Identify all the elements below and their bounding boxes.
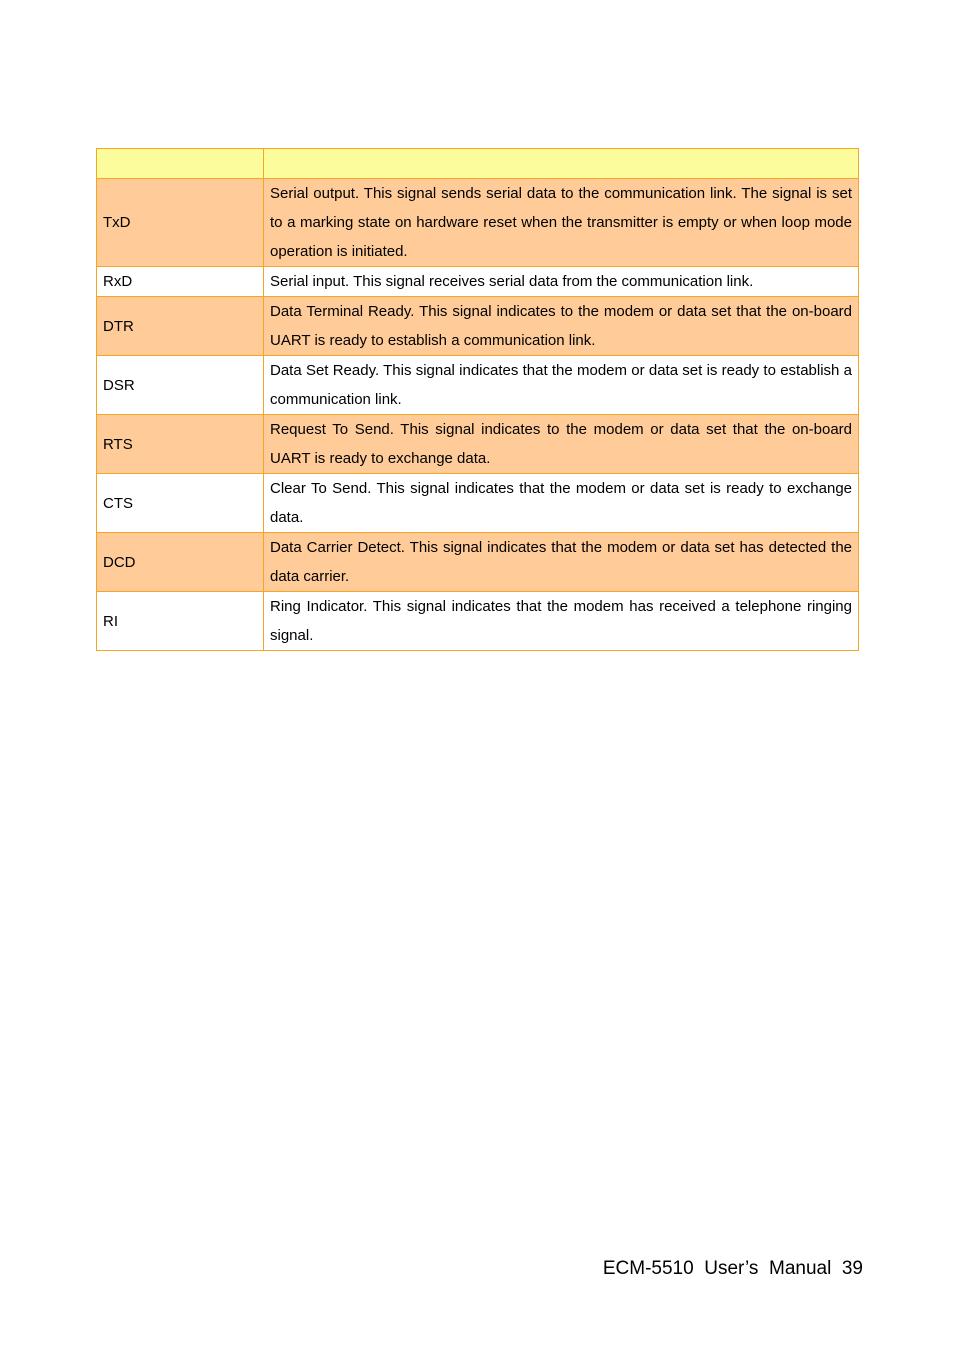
signal-name: DSR [97,356,264,415]
table-header-row [97,149,859,179]
header-signal [97,149,264,179]
table-row [97,474,859,533]
signal-description-table [96,148,859,651]
table-row [97,297,859,356]
signal-description: Ring Indicator. This signal indicates that the modem has received a telephone ringing signal. [264,592,859,651]
table-row [97,179,859,267]
signal-description: Data Set Ready. This signal indicates that the modem or data set is ready to establish a communication link. [264,356,859,415]
signal-description: Data Terminal Ready. This signal indicates to the modem or data set that the on-board UART is ready to establish a communication link. [264,297,859,356]
signal-name: RTS [97,415,264,474]
table-row [97,415,859,474]
signal-name: DCD [97,533,264,592]
signal-name: RxD [97,267,264,297]
page-footer: ECM-5510 User’s Manual 39 [602,1258,863,1279]
signal-description: Serial input. This signal receives serial data from the communication link. [264,267,859,297]
table-row [97,267,859,297]
table-row [97,533,859,592]
signal-description: Data Carrier Detect. This signal indicates that the modem or data set has detected the data carrier. [264,533,859,592]
signal-name: CTS [97,474,264,533]
table-row [97,356,859,415]
signal-description: Request To Send. This signal indicates to the modem or data set that the on-board UART is ready to exchange data. [264,415,859,474]
signal-description: Clear To Send. This signal indicates that the modem or data set is ready to exchange data. [264,474,859,533]
signal-name: RI [97,592,264,651]
table-row [97,592,859,651]
signal-name: TxD [97,179,264,267]
signal-name: DTR [97,297,264,356]
signal-description: Serial output. This signal sends serial data to the communication link. The signal is set to a marking state on hardware reset when the transmitter is empty or when loop mode operation is initiated. [264,179,859,267]
header-description [264,149,859,179]
